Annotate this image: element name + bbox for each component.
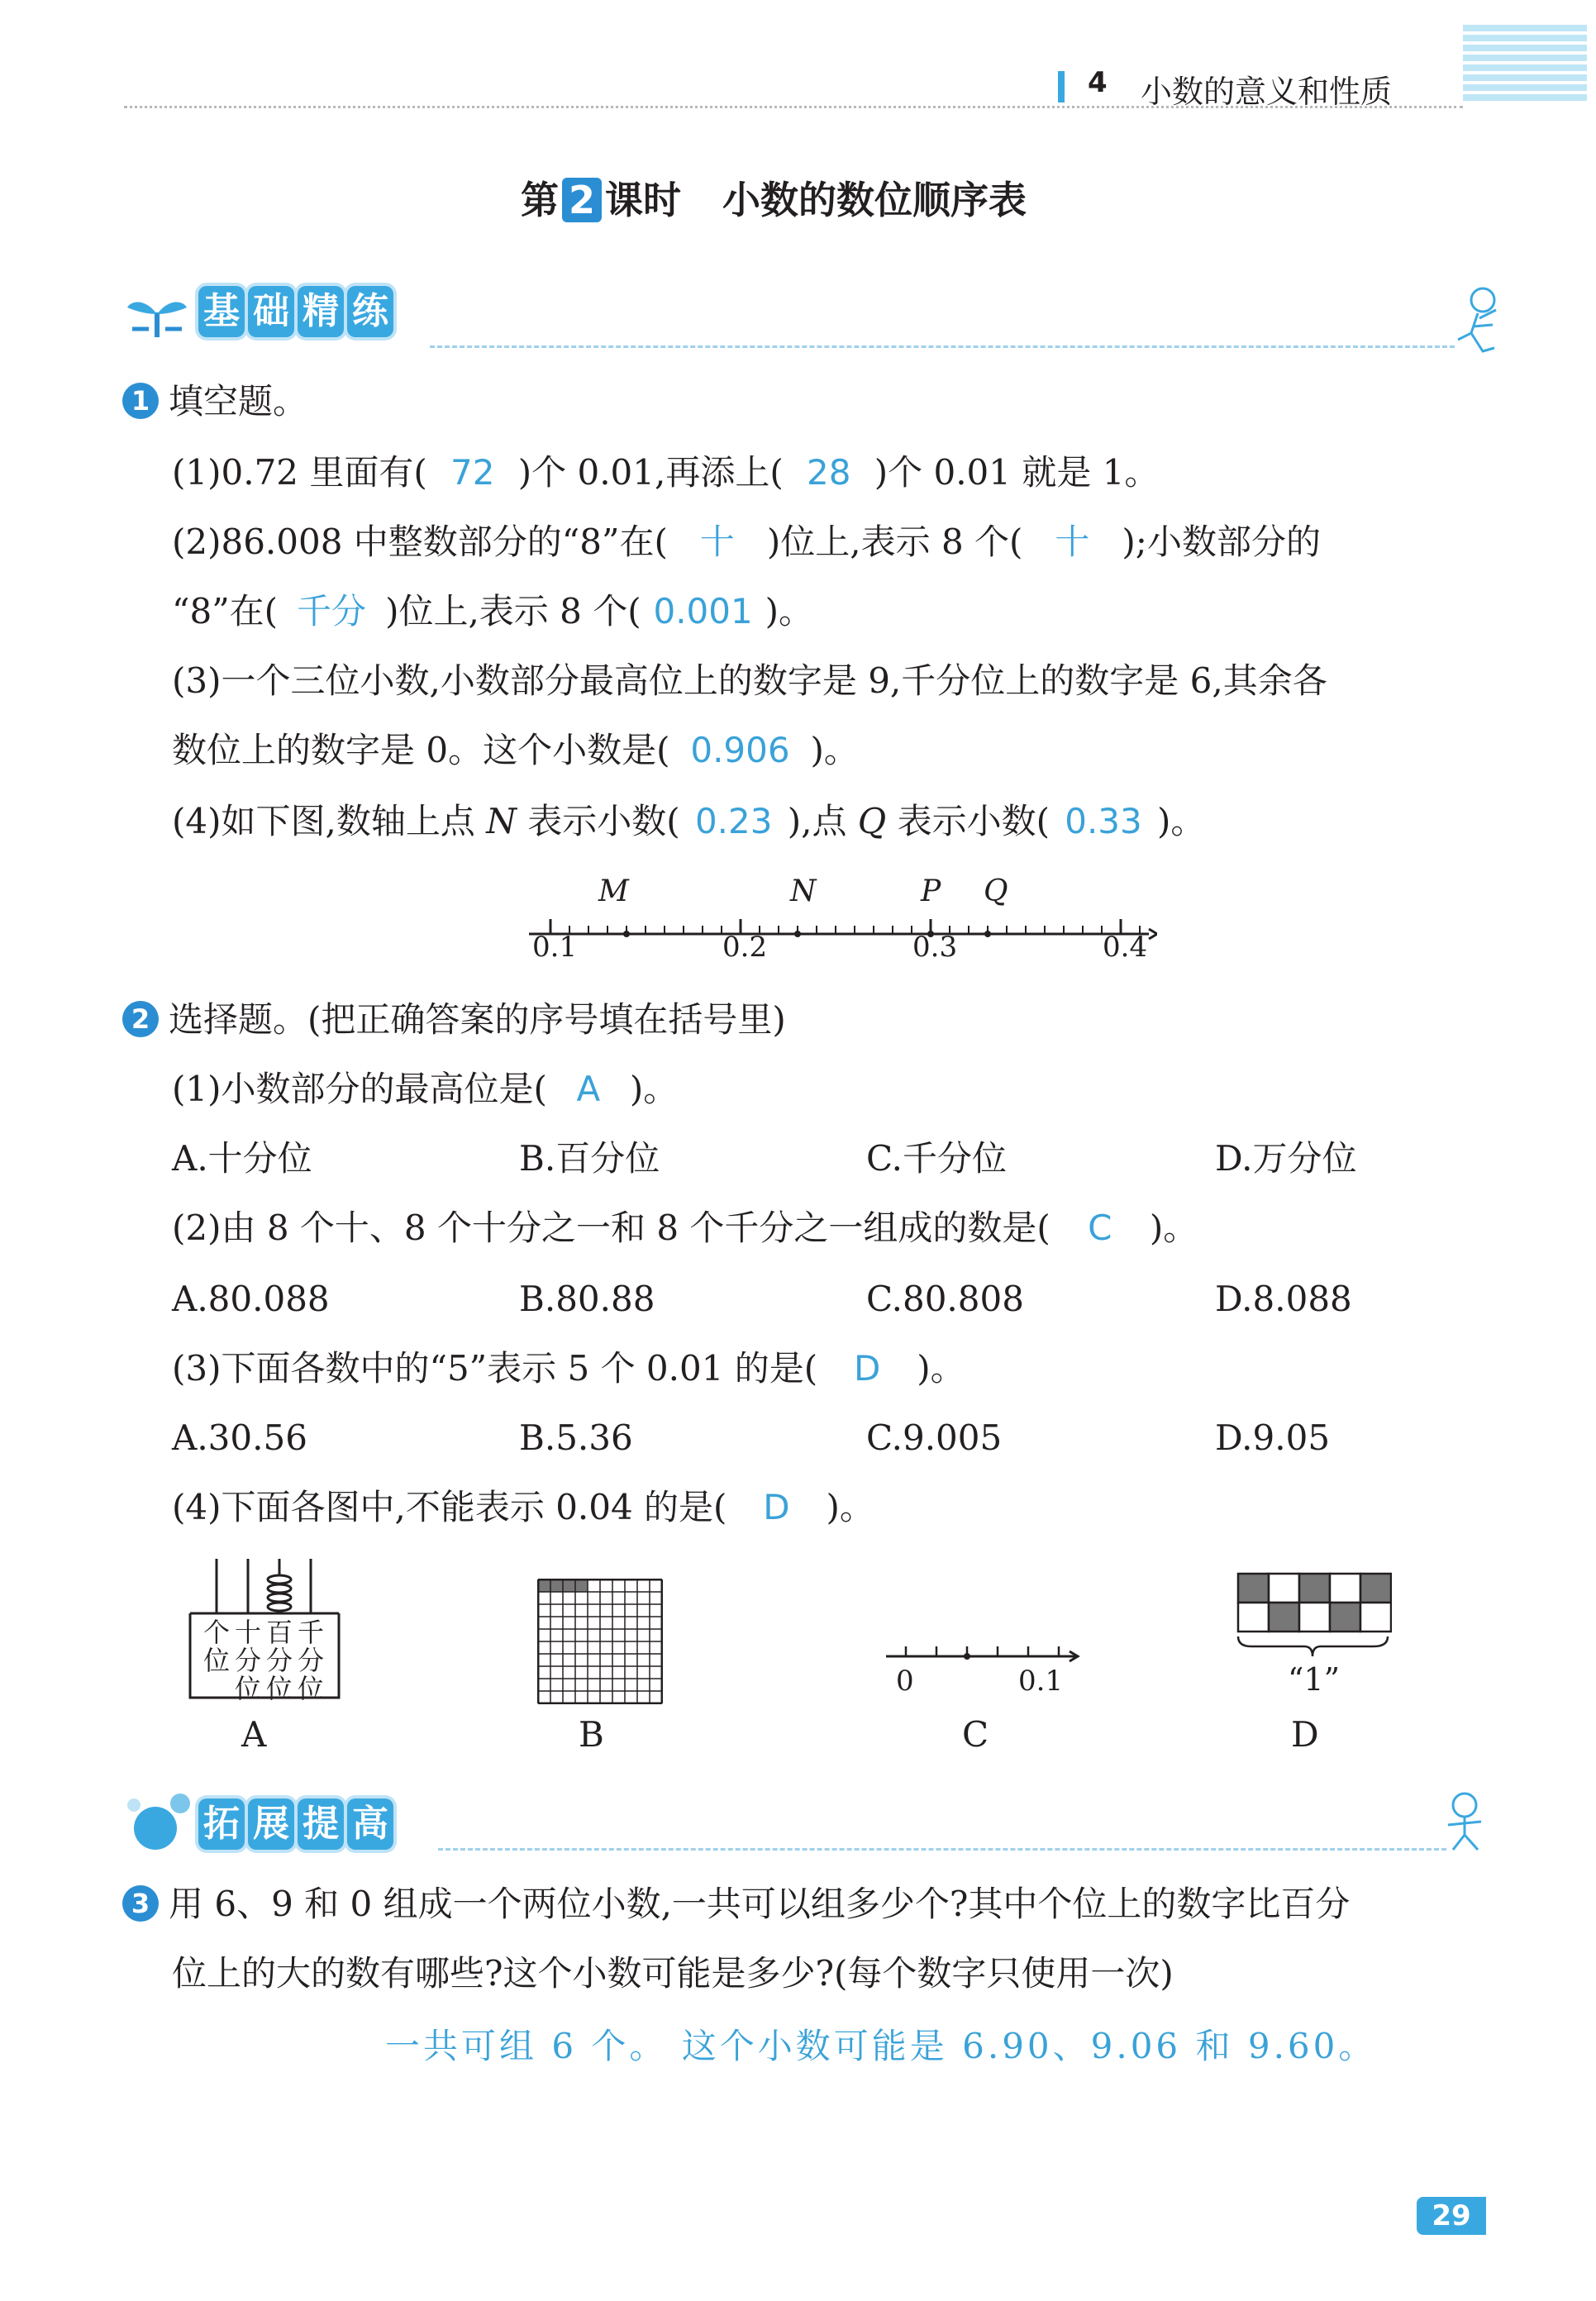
- q1-p4-answer-1: 0.23: [694, 801, 773, 841]
- q2-p1-answer: A: [576, 1069, 601, 1109]
- q1-p3b-text: )。: [810, 730, 859, 770]
- strip-cell: [1299, 1603, 1330, 1632]
- q1-p1-text: )个 0.01 就是 1。: [874, 452, 1160, 493]
- strip-cell: [1238, 1574, 1269, 1603]
- abacus-bead: [268, 1575, 291, 1584]
- q2-p2-option-c: C.80.808: [866, 1279, 1024, 1319]
- q2-p2: [172, 1203, 1198, 1253]
- number-line: [529, 901, 1157, 967]
- axis-tick-label: 0.3: [912, 931, 958, 964]
- q2-p1-option-a: A.十分位: [172, 1138, 312, 1179]
- q2-p3-answer: D: [854, 1348, 881, 1389]
- q1-p4-point-q: Q: [857, 801, 887, 841]
- section-basic-char: 练: [347, 286, 393, 337]
- q1-p3b: [172, 726, 859, 775]
- q1-p2b: [172, 587, 813, 636]
- q1-p4-point-n: N: [486, 801, 517, 841]
- q1-p3b-answer: 0.906: [690, 730, 790, 770]
- q3-answer-text: 一共可组 6 个。 这个小数可能是 6.90、9.06 和 9.60。: [385, 2026, 1377, 2066]
- q1-p4: [172, 797, 1205, 846]
- lesson-suffix: 课时: [605, 178, 681, 222]
- c-axis-dot: [964, 1653, 970, 1660]
- abacus-col-ones: 个位: [203, 1617, 231, 1676]
- q2-p1-option-b: B.百分位: [519, 1138, 660, 1179]
- section-basic-char: 础: [248, 286, 294, 337]
- figure-c-label: C: [962, 1714, 989, 1755]
- q3-text-1: 用 6、9 和 0 组成一个两位小数,一共可以组多少个?其中个位上的数字比百分: [169, 1884, 1351, 1924]
- q1-p2-text: )位上,表示 8 个(: [766, 522, 1023, 562]
- q1-p3b-text: 数位上的数字是 0。这个小数是(: [172, 730, 670, 770]
- q1-p1-answer-2: 28: [807, 452, 851, 493]
- section-extend-rule: [438, 1848, 1446, 1851]
- q1-number: 1: [122, 383, 159, 419]
- q1-p2b-text: “8”在(: [172, 591, 279, 631]
- q2-p1-option-d: D.万分位: [1215, 1138, 1357, 1179]
- q2-p3-text: (3)下面各数中的“5”表示 5 个 0.01 的是(: [172, 1348, 818, 1389]
- q2-title-text: 选择题。(把正确答案的序号填在括号里): [169, 999, 786, 1040]
- abacus-bead: [268, 1603, 291, 1611]
- bubbles-icon: [122, 1785, 197, 1863]
- lesson-name: 小数的数位顺序表: [722, 178, 1027, 222]
- header-stripes: [1463, 25, 1587, 104]
- strip-cell: [1269, 1574, 1299, 1603]
- q1-p4-text: (4)如下图,数轴上点: [172, 801, 487, 841]
- section-basic-char: 精: [298, 286, 344, 337]
- section-basic-char: 基: [198, 286, 245, 337]
- grid-shaded-cell: [538, 1579, 550, 1592]
- q1-title-text: 填空题。: [169, 381, 308, 422]
- header-accent-bar: [1058, 71, 1065, 102]
- q2-title: [122, 995, 786, 1045]
- q2-p3-option-c: C.9.005: [866, 1417, 1003, 1458]
- q1-p3: [172, 656, 1327, 706]
- axis-point-n: N: [790, 874, 817, 908]
- lesson-number-badge: 2: [562, 178, 602, 222]
- abacus-col-tenths: 十分位: [235, 1617, 262, 1704]
- axis-tick-label: 0.2: [722, 931, 768, 964]
- figure-b-grid: [537, 1579, 663, 1708]
- q1-p4-text: 表示小数(: [516, 801, 680, 841]
- q2-p1: [172, 1065, 678, 1114]
- q1-p1-text: )个 0.01,再添上(: [517, 452, 784, 493]
- axis-point-m: M: [598, 874, 629, 908]
- q1-p1-text: (1)0.72 里面有(: [172, 452, 427, 493]
- strip-cell: [1269, 1603, 1299, 1632]
- q3-line-1: [122, 1879, 1350, 1929]
- q3-answer: [385, 2022, 1376, 2071]
- q2-p2-option-a: A.80.088: [172, 1279, 330, 1319]
- q1-p2-answer-2: 十: [1055, 522, 1090, 562]
- figure-d-label: “1”: [1288, 1661, 1341, 1698]
- grid-shaded-cell: [563, 1579, 575, 1592]
- lesson-prefix: 第: [521, 178, 559, 222]
- q1-p4-text: ),点: [787, 801, 858, 841]
- q1-p2-text: );小数部分的: [1122, 522, 1321, 562]
- axis-tick-label: 0.4: [1103, 931, 1148, 964]
- lesson-title: [521, 170, 1027, 225]
- figure-d-label-letter: D: [1291, 1714, 1319, 1755]
- strip-cell: [1330, 1574, 1360, 1603]
- strip-cell: [1330, 1603, 1360, 1632]
- figure-d-strip: [1235, 1570, 1392, 1665]
- q1-p4-text: 表示小数(: [886, 801, 1050, 841]
- strip-cell: [1360, 1574, 1391, 1603]
- axis-point-p: P: [921, 874, 941, 908]
- figure-c-tick-label: 0: [896, 1665, 914, 1698]
- q2-p4-text: (4)下面各图中,不能表示 0.04 的是(: [172, 1487, 727, 1527]
- q2-p1-text: )。: [629, 1069, 679, 1109]
- axis-point-dot: [794, 931, 801, 937]
- q1-p2: [172, 517, 1321, 567]
- q1-p1-answer-1: 72: [450, 452, 495, 493]
- q2-p2-answer: C: [1088, 1208, 1112, 1248]
- q2-p2-text: )。: [1149, 1208, 1198, 1248]
- q1-title: [122, 377, 307, 426]
- q2-p3-text: )。: [917, 1348, 965, 1389]
- q1-p2b-answer-1: 千分: [297, 591, 367, 631]
- figure-c-tick-label: 0.1: [1018, 1665, 1064, 1698]
- strip-cell: [1238, 1603, 1269, 1632]
- q3-number: 3: [122, 1885, 159, 1922]
- q1-p2b-text: )位上,表示 8 个(: [385, 591, 641, 631]
- q2-p3-option-b: B.5.36: [519, 1417, 633, 1458]
- kid-icon: [1430, 1789, 1504, 1858]
- grid-shaded-cell: [550, 1579, 563, 1592]
- q1-p2b-text: )。: [765, 591, 813, 631]
- abacus-bead: [268, 1584, 291, 1593]
- q2-p1-text: (1)小数部分的最高位是(: [172, 1069, 547, 1109]
- q1-p2-answer-1: 十: [699, 522, 735, 562]
- q3-line-2: [172, 1949, 1174, 1998]
- q1-p2b-answer-2: 0.001: [653, 591, 753, 631]
- sprout-icon: [124, 289, 190, 342]
- q1-p1: [172, 448, 1159, 498]
- q2-p2-text: (2)由 8 个十、8 个十分之一和 8 个千分之一组成的数是(: [172, 1208, 1051, 1248]
- abacus-bead: [268, 1594, 291, 1602]
- q1-p4-answer-2: 0.33: [1065, 801, 1142, 841]
- q2-number: 2: [122, 1001, 159, 1037]
- abacus-col-hundredths: 百分位: [266, 1617, 293, 1704]
- section-basic-label: [198, 286, 397, 337]
- strip-cell: [1360, 1603, 1391, 1632]
- section-basic-rule: [430, 345, 1455, 348]
- q1-p2-text: (2)86.008 中整数部分的“8”在(: [172, 522, 668, 562]
- q1-p4-text: )。: [1156, 801, 1206, 841]
- q2-p4-answer: D: [763, 1487, 790, 1527]
- figure-a-label: A: [241, 1714, 267, 1755]
- section-extend-label: [198, 1798, 397, 1850]
- chapter-number: 4: [1088, 66, 1108, 99]
- q2-p2-option-b: B.80.88: [519, 1279, 655, 1319]
- section-extend-char: 高: [347, 1798, 393, 1850]
- q1-p3-text: (3)一个三位小数,小数部分最高位上的数字是 9,千分位上的数字是 6,其余各: [172, 660, 1327, 701]
- figure-b-label: B: [579, 1714, 604, 1755]
- axis-point-dot: [984, 931, 991, 937]
- axis-arrow: [1149, 929, 1157, 939]
- q2-p3-option-d: D.9.05: [1215, 1417, 1331, 1458]
- section-extend-char: 提: [298, 1798, 344, 1850]
- q2-p4: [172, 1483, 874, 1532]
- axis-point-q: Q: [984, 874, 1008, 908]
- q2-p1-option-c: C.千分位: [866, 1138, 1007, 1179]
- q2-p3: [172, 1344, 965, 1393]
- running-kid-icon: [1446, 285, 1513, 360]
- axis-point-dot: [623, 931, 630, 937]
- q2-p2-option-d: D.8.088: [1215, 1279, 1352, 1319]
- page-number: 29: [1417, 2197, 1486, 2235]
- section-extend-char: 展: [248, 1798, 294, 1850]
- grid-shaded-cell: [575, 1579, 588, 1592]
- strip-cell: [1299, 1574, 1330, 1603]
- figure-a-abacus: [188, 1554, 341, 1704]
- q2-p4-text: )。: [826, 1487, 874, 1527]
- strip-brace: [1238, 1636, 1388, 1656]
- section-extend-char: 拓: [198, 1798, 245, 1850]
- q2-p3-option-a: A.30.56: [172, 1417, 307, 1458]
- axis-tick-label: 0.1: [532, 931, 578, 964]
- q3-text-2: 位上的大的数有哪些?这个小数可能是多少?(每个数字只使用一次): [172, 1953, 1174, 1994]
- chapter-title: 小数的意义和性质: [1141, 74, 1393, 110]
- abacus-col-thousandths: 千分位: [298, 1617, 325, 1704]
